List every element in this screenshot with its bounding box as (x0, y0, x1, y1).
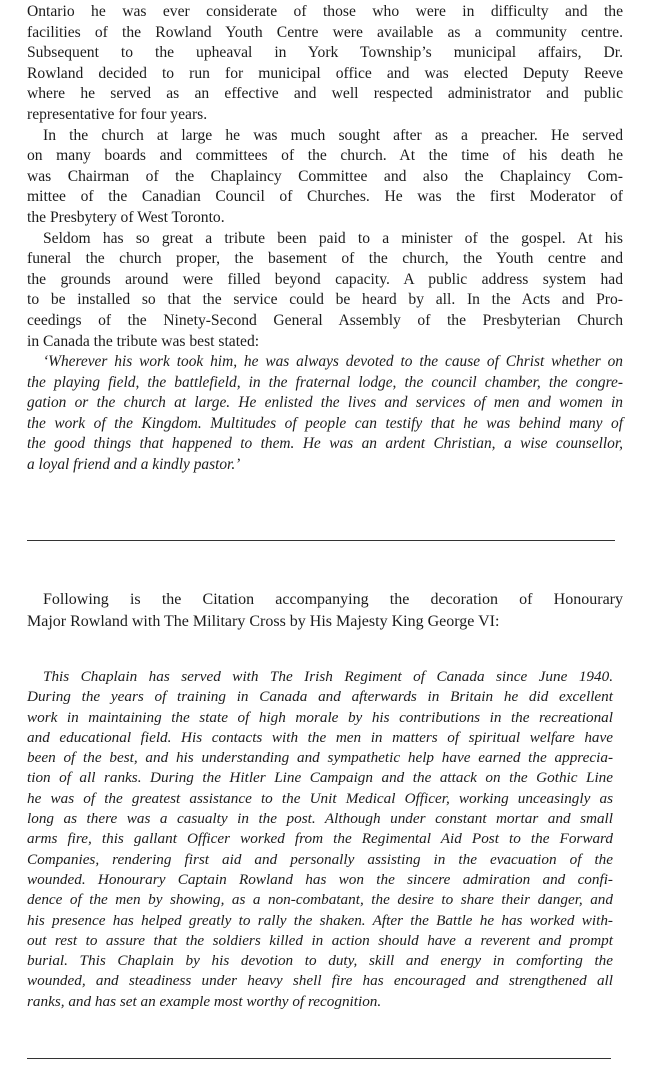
text-line: a loyal friend and a kindly pastor.’ (27, 456, 241, 474)
military-cross-citation (27, 667, 613, 1012)
text-line: facilities of the Rowland Youth Centre were available as a community centre. (27, 23, 623, 41)
text-line: the good things that happened to them. He was an ardent Christian, a wise counsellor, (27, 435, 623, 453)
text-line: was Chairman of the Chaplaincy Committee and also the Chaplaincy Com- (27, 167, 623, 185)
text-line: tion of all ranks. During the Hitler Line Campaign and the attack on the Gothic Line (27, 769, 613, 787)
bottom-divider (27, 1058, 611, 1059)
text-line: to be installed so that the service could be heard by all. In the Acts and Pro- (27, 291, 623, 309)
text-line: Subsequent to the upheaval in York Township’s municipal affairs, Dr. (27, 44, 623, 62)
text-line: on many boards and committees of the church. At the time of his death he (27, 147, 623, 165)
text-line: funeral the church proper, the basement of the church, the Youth centre and (27, 250, 623, 268)
text-line: Companies, rendering first aid and personally assisting in the evacuation of the (27, 850, 613, 868)
text-line: the Presbytery of West Toronto. (27, 208, 225, 226)
citation-intro (27, 589, 623, 633)
text-line: in Canada the tribute was best stated: (27, 332, 260, 350)
text-line: ranks, and has set an example most worthy of recognition. (27, 992, 382, 1010)
text-line: mittee of the Canadian Council of Churches. He was the first Moderator of (27, 188, 623, 206)
text-line: the work of the Kingdom. Multitudes of people can testify that he was behind many of (27, 414, 623, 432)
text-line: This Chaplain has served with The Irish Regiment of Canada since June 1940. (43, 668, 613, 685)
text-line: wounded. Honourary Captain Rowland has won the sincere admiration and confi- (27, 870, 613, 888)
text-line: arms fire, this gallant Officer worked from the Regimental Aid Post to the Forward (27, 830, 613, 848)
text-line: representative for four years. (27, 105, 208, 123)
text-line: the grounds around were filled beyond capacity. A public address system had (27, 270, 623, 288)
text-line: work in maintaining the state of high morale by his contributions in the recreational (27, 708, 613, 726)
text-line: Ontario he was ever considerate of those who were in difficulty and the (27, 3, 623, 20)
section-divider (27, 540, 615, 541)
text-line: In the church at large he was much sought after as a preacher. He served (43, 126, 623, 144)
text-line: been of the best, and his understanding and sympathetic help have earned the apprecia- (27, 749, 613, 767)
biography-text (27, 2, 623, 476)
text-line: dence of the men by showing, as a non-combatant, the desire to share their danger, and (27, 891, 613, 909)
text-line: Major Rowland with The Military Cross by His Majesty King George VI: (27, 613, 500, 630)
text-line: out rest to assure that the soldiers killed in action should have a reverent and prompt (27, 931, 613, 949)
text-line: During the years of training in Canada and afterwards in Britain he did excellent (27, 688, 613, 706)
text-line: Seldom has so great a tribute been paid to a minister of the gospel. At his (43, 229, 623, 247)
text-line: the playing field, the battlefield, in the fraternal lodge, the council chamber, the congre- (27, 373, 623, 391)
text-line: his presence has helped greatly to rally the shaken. After the Battle he has worked with- (27, 911, 613, 929)
text-line: and educational field. His contacts with the men in matters of spiritual welfare have (27, 728, 613, 746)
text-line: wounded, and steadiness under heavy shell fire has encouraged and strengthened all (27, 972, 613, 990)
text-line: Following is the Citation accompanying the decoration of Honourary (43, 591, 623, 608)
text-line: ceedings of the Ninety-Second General Assembly of the Presbyterian Church (27, 311, 623, 329)
text-line: ‘Wherever his work took him, he was always devoted to the cause of Christ whether on (43, 353, 623, 371)
text-line: where he served as an effective and well respected administrator and public (27, 85, 623, 103)
text-line: Rowland decided to run for municipal office and was elected Deputy Reeve (27, 64, 623, 82)
text-line: long as there was a casualty in the post. Although under constant mortar and small (27, 810, 613, 828)
text-line: he was of the greatest assistance to the Unit Medical Officer, working unceasingly as (27, 789, 613, 807)
text-line: burial. This Chaplain by his devotion to duty, skill and energy in comforting the (27, 952, 613, 970)
text-line: gation or the church at large. He enlisted the lives and services of men and women in (27, 394, 623, 412)
